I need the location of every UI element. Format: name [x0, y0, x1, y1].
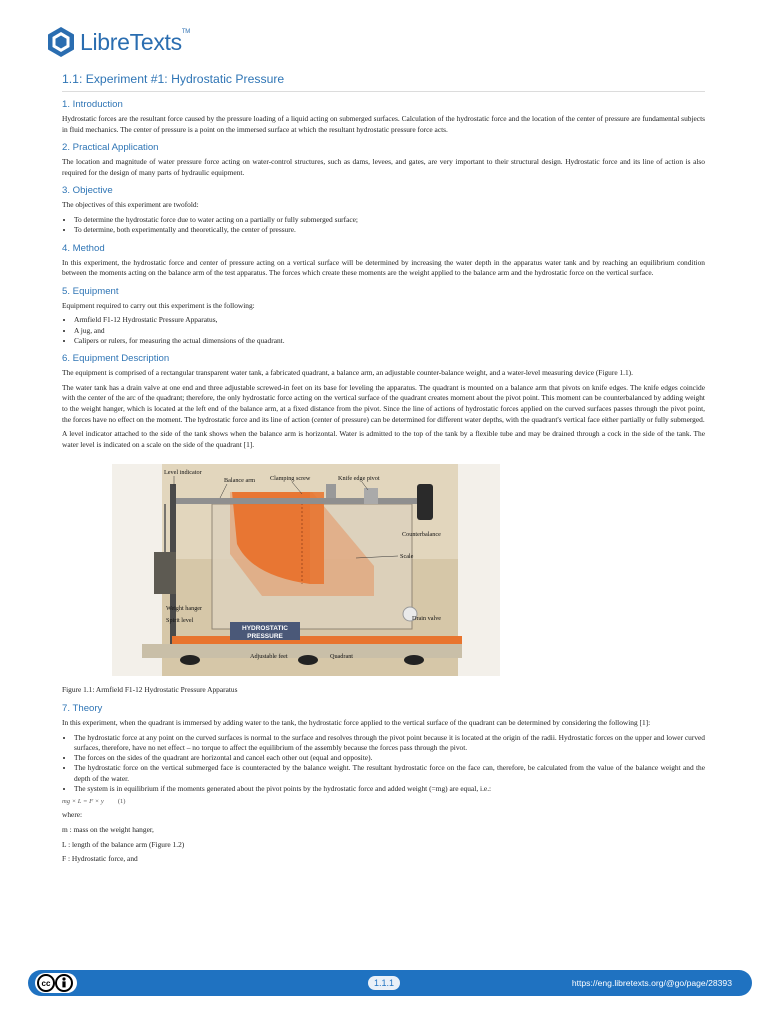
label-quadrant: Quadrant: [330, 653, 354, 661]
list-item: • The system is in equilibrium if the moments generated about the pivot points by the hydrostatic force and added weight (=mg) are equal, i.e.:: [74, 784, 705, 794]
page-url-link[interactable]: https://eng.libretexts.org/@go/page/28393: [571, 978, 732, 988]
counterbalance-weight: [417, 484, 433, 520]
list-item: • The hydrostatic force at any point on the curved surfaces is normal to the surface and resolves through the pivot point because it is located at the origin of the radii. Hydrostatic forces on the upper and lower curved surfaces, therefore, have no net effect – no torque to affect the equilibrium of the assembly because the forces pass through the pivot.: [74, 733, 705, 754]
objective-list: [62, 215, 705, 236]
paragraph: Equipment required to carry out this experiment is the following:: [62, 300, 255, 310]
svg-text:cc: cc: [41, 979, 51, 988]
cc-by-icon[interactable]: [35, 973, 77, 993]
label-adjustable-feet: Adjustable feet: [250, 653, 288, 661]
section-heading-introduction: 1. Introduction: [62, 99, 123, 110]
paragraph: A level indicator attached to the side of the tank shows when the balance arm is horizontal. Water is admitted to the top of the tank by a flexible tube and may be drained through a cock in the side of the tank. The water level is indicated on a scale on the side of the quadrant [1].: [62, 429, 705, 449]
page-title: 1.1: Experiment #1: Hydrostatic Pressure: [62, 72, 705, 92]
section-heading-equipment: 5. Equipment: [62, 285, 119, 297]
libretexts-hexagon-icon: [46, 26, 76, 58]
section-heading-practical-application: 2. Practical Application: [62, 142, 159, 154]
where-label: where:: [62, 810, 83, 820]
paragraph: Hydrostatic forces are the resultant force caused by the pressure loading of a liquid acting on submerged surfaces. Calculation of the hydrostatic force and the location of the center of pressure are fundamental subjects in fluid mechanics. The center of pressure is a point on the immersed surface at which the resultant hydrostatic pressure force acts.: [62, 114, 705, 134]
label-clamping-screw: Clamping screw: [270, 475, 311, 483]
article: [62, 72, 705, 869]
label-balance-arm: Balance arm: [224, 477, 256, 485]
section-heading-objective: 3. Objective: [62, 185, 113, 197]
theory-list: [62, 733, 705, 795]
list-item: • The forces on the sides of the quadrant are horizontal and cancel each other out (equal and opposite).: [74, 753, 705, 763]
paragraph: The objectives of this experiment are twofold:: [62, 200, 199, 210]
paragraph: The location and magnitude of water pressure force acting on water-control structures, such as dams, levees, and gates, are very important to their structural design. Hydrostatic force and its line of action is also required for the design of many parts of hydraulic equipment.: [62, 157, 705, 177]
list-item: • Armfield F1-12 Hydrostatic Pressure Apparatus,: [74, 315, 705, 325]
label-weight-hanger: Weight hanger: [166, 605, 203, 613]
definition-l: L : length of the balance arm (Figure 1.2): [62, 839, 185, 849]
section-heading-method: 4. Method: [62, 242, 105, 254]
label-spirit-level: Spirit level: [166, 617, 194, 625]
figure-caption: Figure 1.1: Armfield F1-12 Hydrostatic Pressure Apparatus: [62, 685, 238, 695]
equipment-list: [62, 315, 705, 346]
section-heading-theory: 7. Theory: [62, 702, 103, 714]
brand-name: LibreTexts™: [80, 28, 190, 55]
page-number: 1.1.1: [368, 976, 400, 990]
weight-hanger: [154, 552, 176, 594]
apparatus-figure: [112, 464, 500, 676]
definition-m: m : mass on the weight hanger,: [62, 824, 154, 834]
equation-1: [62, 798, 705, 805]
paragraph: In this experiment, when the quadrant is immersed by adding water to the tank, the hydrostatic force applied to the vertical surface of the quadrant can be determined by considering the following [1]:: [62, 717, 651, 727]
libretexts-logo[interactable]: [46, 26, 190, 58]
label-drain-valve: Drain valve: [412, 615, 442, 623]
list-item: • A jug, and: [74, 326, 705, 336]
badge-line1: HYDROSTATIC: [242, 625, 288, 633]
list-item: • The hydrostatic force on the vertical submerged face is counteracted by the balance weight. The resultant hydrostatic force on the face can, therefore, be calculated from the value of the balance weight and the depth of the water.: [74, 763, 705, 784]
list-item: • To determine, both experimentally and theoretically, the center of pressure.: [74, 225, 705, 235]
footer-bar: [28, 970, 752, 996]
paragraph: The equipment is comprised of a rectangular transparent water tank, a fabricated quadrant, a balance arm, an adjustable counter-balance weight, and a water-level measuring device (Figure 1.1).: [62, 368, 633, 378]
label-knife-edge-pivot: Knife edge pivot: [338, 475, 380, 483]
label-scale: Scale: [400, 553, 414, 561]
label-counterbalance: Counterbalance: [402, 531, 441, 539]
equation-number: (1): [117, 798, 126, 806]
section-heading-equipment-description: 6. Equipment Description: [62, 353, 170, 365]
equation-text: mg × L = F × y: [62, 798, 104, 806]
list-item: • Calipers or rulers, for measuring the actual dimensions of the quadrant.: [74, 336, 705, 346]
paragraph: The water tank has a drain valve at one end and three adjustable screwed-in feet on its base for leveling the apparatus. The quadrant is mounted on a balance arm that pivots on knife edges. The knife edges coincide with the center of the arc of the quadrant; therefore, the only hydrostatic force acting on the vertical surface of the quadrant creates moment about the pivot point. This moment can be counterbalanced by adding weight to the weight hanger, which is located at the left end of the balance arm, at a fixed distance from the pivot. Since the line of actions of hydrostatic forces applied on the curved surfaces passes through the pivot point, the forces have no effect on the moment. The hydrostatic force and its line of action (center of pressure) can be determined for different water depths, with the quadrant's vertical face either partially or fully submerged.: [62, 382, 705, 424]
balance-arm: [172, 498, 432, 504]
paragraph: In this experiment, the hydrostatic force and center of pressure acting on a vertical surface will be determined by increasing the water depth in the apparatus water tank and by reaching an equilibrium condition between the moments acting on the balance arm of the test apparatus. The forces which create these moments are the weight applied to the balance arm and the hydrostatic force on the vertical surface.: [62, 257, 705, 278]
badge-line2: PRESSURE: [247, 633, 283, 641]
label-level-indicator: Level indicator: [164, 469, 202, 477]
definition-f: F : Hydrostatic force, and: [62, 854, 138, 864]
list-item: • To determine the hydrostatic force due to water acting on a partially or fully submerged surface;: [74, 215, 705, 225]
